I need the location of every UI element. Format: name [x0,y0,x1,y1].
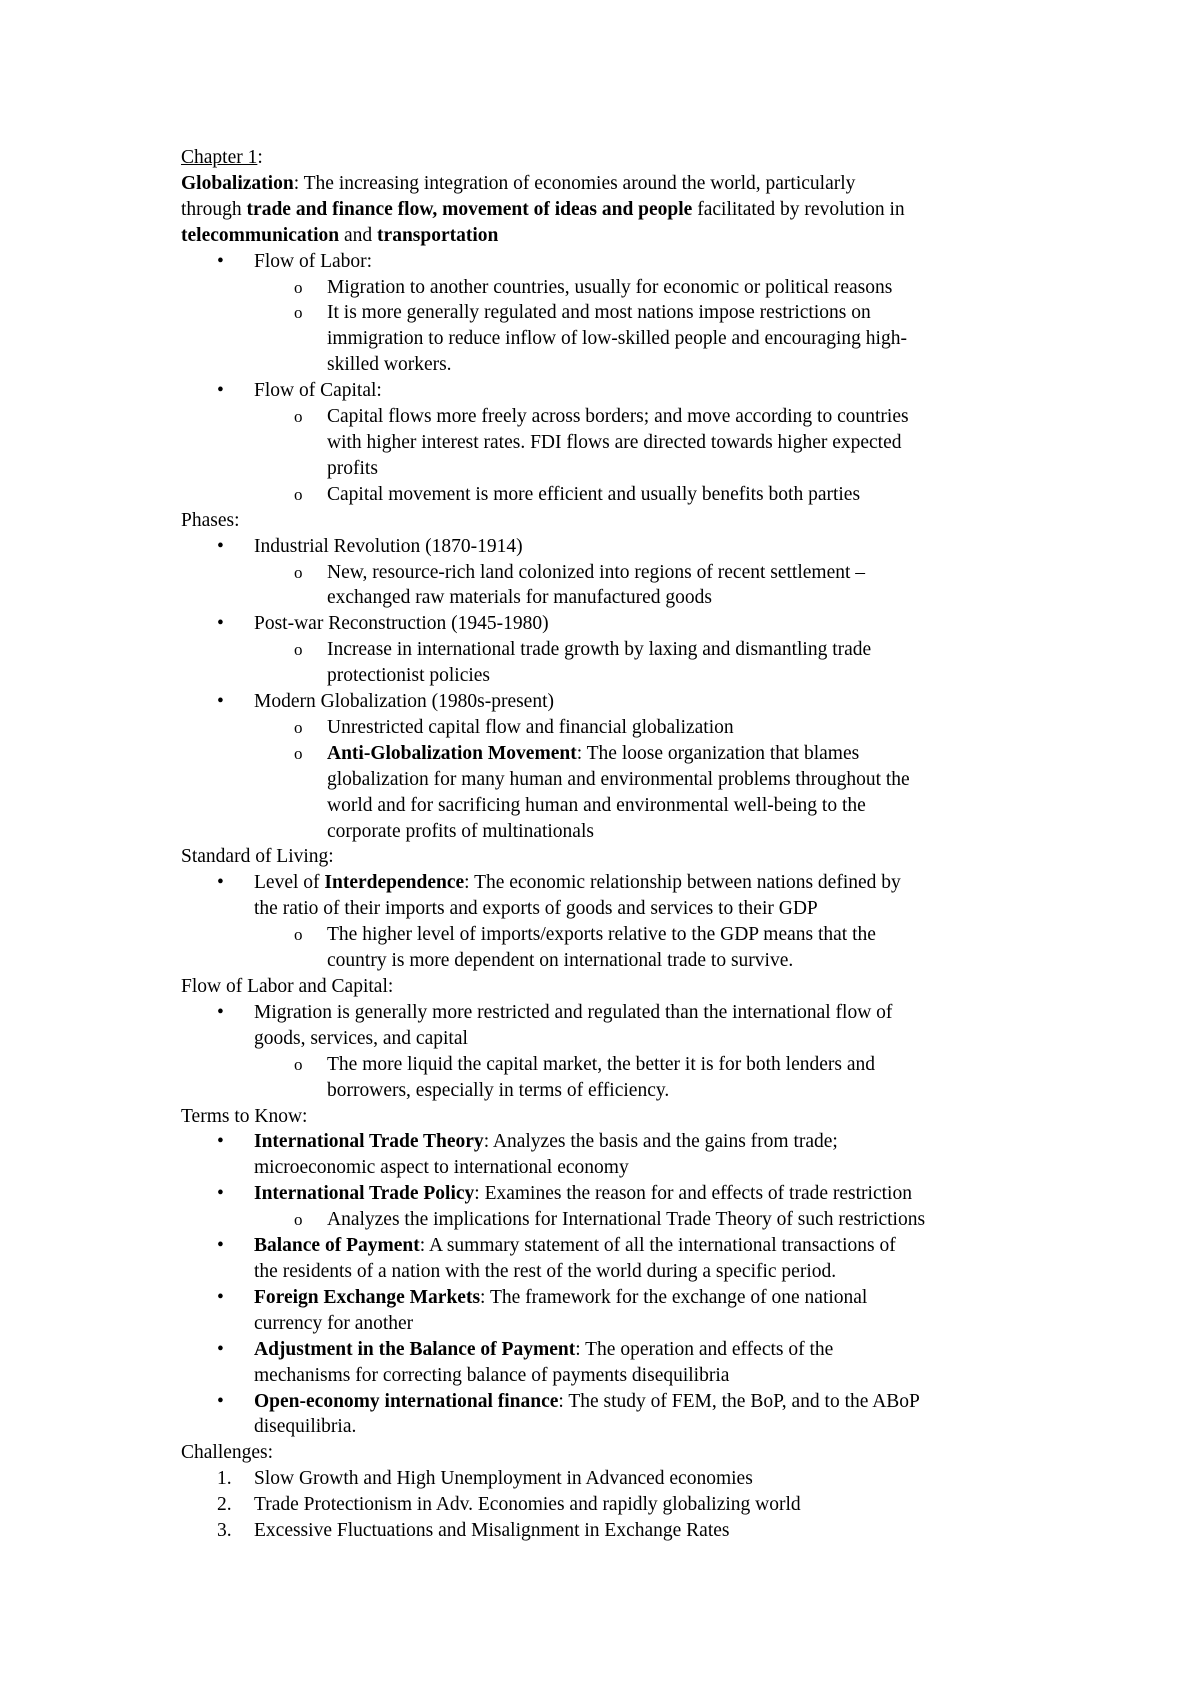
list-item-text: Capital flows more freely across borders; and move according to countries [327,406,909,428]
phases-list [181,534,1061,845]
sub-bullet-icon: o [294,717,303,737]
list-item [181,1181,1061,1207]
sub-list-item [181,560,1061,612]
list-item-text: Modern Globalization (1980s-present) [254,691,555,713]
term-bold: International Trade Theory [254,1131,484,1153]
globalization-text: facilitated by revolution in [692,198,905,220]
sub-list-item [181,741,1061,845]
sub-bullet-icon: o [294,277,303,297]
list-item-text: New, resource-rich land colonized into regions of recent settlement – [327,561,866,583]
list-item-text: globalization for many human and environmental problems throughout the [327,768,910,790]
term-bold: Interdependence [324,872,465,894]
list-item-text: the residents of a nation with the rest of the world during a specific period. [254,1260,837,1282]
list-item-text: Excessive Fluctuations and Misalignment in Exchange Rates [254,1520,730,1542]
globalization-text: and [339,224,378,246]
list-item-text: Migration to another countries, usually for economic or political reasons [327,276,893,298]
globalization-flows-list [181,249,1061,508]
list-item-text: Slow Growth and High Unemployment in Advanced economies [254,1468,753,1490]
term-bold: Adjustment in the Balance of Payment [254,1338,576,1360]
list-item-text: : The operation and effects of the [575,1338,834,1360]
section-heading-phases: Phases: [181,509,240,531]
globalization-term: Globalization [181,172,294,194]
section-heading-challenges: Challenges: [181,1442,274,1464]
term-bold: Anti-Globalization Movement [327,742,577,764]
bullet-icon: • [217,380,224,402]
list-item [181,249,1061,275]
list-item-text: Industrial Revolution (1870-1914) [254,535,523,557]
list-item [181,1285,1061,1337]
term-bold: Foreign Exchange Markets [254,1286,481,1308]
list-item [181,378,1061,404]
sub-bullet-icon: o [294,1054,303,1074]
list-item-text: immigration to reduce inflow of low-skilled people and encouraging high- [327,328,907,350]
bullet-icon: • [217,1338,224,1360]
globalization-text: : The increasing integration of economies around the world, particularly [293,172,856,194]
bullet-icon: • [217,872,224,894]
sub-list-item [181,275,1061,301]
list-item-text: corporate profits of multinationals [327,820,594,842]
section-heading-terms: Terms to Know: [181,1105,308,1127]
list-item [181,1233,1061,1285]
list-item-text: disequilibria. [254,1416,357,1438]
numbered-item [181,1492,1061,1518]
sub-bullet-icon: o [294,743,303,763]
list-item-text: protectionist policies [327,665,491,687]
list-item-text: the ratio of their imports and exports of goods and services to their GDP [254,898,818,920]
list-item-text: Post-war Reconstruction (1945-1980) [254,613,549,635]
bullet-icon: • [217,1183,224,1205]
bullet-icon: • [217,250,224,272]
list-item-text: : A summary statement of all the international transactions of [419,1235,896,1257]
list-item-text: mechanisms for correcting balance of payments disequilibria [254,1364,730,1386]
sub-bullet-icon: o [294,484,303,504]
section-heading-flow-labor-capital: Flow of Labor and Capital: [181,976,394,997]
item-number: 3. [217,1520,232,1542]
bullet-icon: • [217,1235,224,1257]
bullet-icon: • [217,1390,224,1412]
globalization-bold: transportation [377,224,499,246]
bullet-icon: • [217,613,224,635]
list-item-text: : The economic relationship between nations defined by [464,872,901,894]
list-item-text: Level of [254,872,325,894]
list-item-text: : The loose organization that blames [576,742,860,764]
term-bold: International Trade Policy [254,1183,475,1205]
list-item-text: : Examines the reason for and effects of trade restriction [474,1183,912,1205]
chapter-heading [181,145,1061,171]
bullet-icon: • [217,1131,224,1153]
list-item-text: Capital movement is more efficient and usually benefits both parties [327,483,861,505]
sub-bullet-icon: o [294,925,303,945]
globalization-bold: trade and finance flow, movement of ideas and people [246,198,693,220]
list-item-text: country is more dependent on international trade to survive. [327,950,794,972]
list-item-text: : Analyzes the basis and the gains from trade; [483,1131,838,1153]
list-item [181,1000,1061,1052]
sub-list-item [181,300,1061,378]
terms-list [181,1129,1061,1440]
list-item-text: Analyzes the implications for International Trade Theory of such restrictions [327,1209,926,1231]
list-item-text: currency for another [254,1312,414,1334]
item-number: 1. [217,1468,232,1490]
section-heading-standard-of-living: Standard of Living: [181,846,334,868]
list-item [181,534,1061,560]
list-item [181,870,1061,922]
list-item-text: skilled workers. [327,354,452,376]
list-item [181,611,1061,637]
list-item-text: microeconomic aspect to international economy [254,1157,629,1179]
sub-bullet-icon: o [294,1210,303,1230]
list-item-text: Trade Protectionism in Adv. Economies and rapidly globalizing world [254,1494,801,1516]
bullet-icon: • [217,535,224,557]
list-item [181,1389,1061,1441]
sub-list-item [181,715,1061,741]
list-item-text: goods, services, and capital [254,1027,468,1049]
list-item-text: Increase in international trade growth by laxing and dismantling trade [327,639,872,661]
list-item-text: Migration is generally more restricted and regulated than the international flow of [254,1001,893,1023]
list-item-text: It is more generally regulated and most nations impose restrictions on [327,302,871,324]
list-item-text: The more liquid the capital market, the better it is for both lenders and [327,1053,875,1075]
sub-list-item [181,482,1061,508]
numbered-item [181,1518,1061,1544]
sub-list-item [181,1052,1061,1104]
numbered-item [181,1466,1061,1492]
list-item-text: borrowers, especially in terms of efficiency. [327,1079,670,1101]
list-item-text: Flow of Capital: [254,380,382,402]
list-item-text: Unrestricted capital flow and financial globalization [327,716,734,738]
sub-list-item [181,404,1061,482]
challenges-list [181,1466,1061,1544]
notes-document [181,145,1061,1544]
list-item-text: with higher interest rates. FDI flows are directed towards higher expected [327,431,902,453]
list-item-text: : The study of FEM, the BoP, and to the ABoP [558,1390,920,1412]
chapter-heading-text: Chapter 1 [181,147,258,168]
sub-list-item [181,1207,1061,1233]
term-bold: Balance of Payment [254,1235,420,1257]
bullet-icon: • [217,1286,224,1308]
bullet-icon: • [217,1001,224,1023]
list-item [181,689,1061,715]
list-item-text: The higher level of imports/exports relative to the GDP means that the [327,924,876,946]
list-item-text: world and for sacrificing human and environmental well-being to the [327,794,866,816]
list-item-text: exchanged raw materials for manufactured goods [327,587,712,609]
globalization-bold: telecommunication [181,224,340,246]
list-item-text: : The framework for the exchange of one national [480,1286,868,1308]
sub-bullet-icon: o [294,562,303,582]
flow-labor-capital-list [181,1000,1061,1104]
globalization-text: through [181,198,247,220]
list-item-text: Flow of Labor: [254,250,373,272]
list-item [181,1337,1061,1389]
sub-bullet-icon: o [294,407,303,427]
list-item-text: profits [327,457,378,479]
globalization-definition [181,171,1061,249]
item-number: 2. [217,1494,232,1516]
standard-of-living-list [181,870,1061,974]
sub-list-item [181,922,1061,974]
sub-list-item [181,637,1061,689]
term-bold: Open-economy international finance [254,1390,559,1412]
bullet-icon: • [217,691,224,713]
list-item [181,1129,1061,1181]
sub-bullet-icon: o [294,640,303,660]
chapter-heading-colon: : [257,147,263,168]
sub-bullet-icon: o [294,303,303,323]
